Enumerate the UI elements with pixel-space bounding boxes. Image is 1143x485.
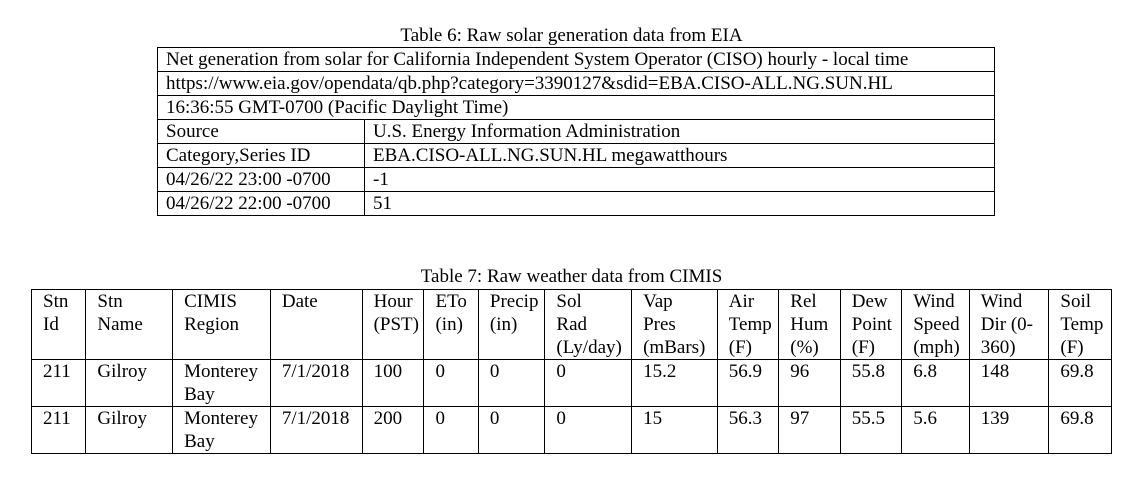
table-cell: Category,Series ID	[158, 144, 365, 168]
table-cell: 56.9	[717, 360, 778, 407]
cell-line: (F)	[851, 337, 875, 358]
table-cell: 15	[632, 407, 718, 454]
cell-line: Dew	[851, 291, 888, 312]
cell-line: Id	[43, 314, 59, 335]
cell-line: Monterey	[184, 361, 258, 382]
column-header	[969, 290, 1049, 360]
cell-line: Temp	[1060, 314, 1104, 335]
cell-line: Vap	[643, 291, 673, 312]
column-header	[632, 290, 718, 360]
table-row	[158, 192, 995, 216]
column-header	[173, 290, 271, 360]
table-cell: 96	[779, 360, 840, 407]
table-row	[158, 168, 995, 192]
cell-line: Hour	[373, 291, 413, 312]
table-row	[32, 360, 1112, 407]
cell-line: Rel	[790, 291, 817, 312]
cell-line: Date	[281, 291, 318, 312]
table-6-caption: Table 6: Raw solar generation data from EIA	[400, 25, 743, 46]
table-cell: 0	[545, 407, 632, 454]
column-header	[902, 290, 970, 360]
cell-line: Stn	[97, 291, 123, 312]
solar-generation-table	[157, 47, 995, 216]
cell-line: (in)	[489, 314, 518, 335]
cell-line: Hum	[790, 314, 829, 335]
cell-line: Stn	[43, 291, 69, 312]
cell-line: Air	[728, 291, 755, 312]
table-cell: U.S. Energy Information Administration	[365, 120, 995, 144]
cell-line: (Ly/day)	[556, 337, 622, 358]
table-cell: 211	[32, 360, 86, 407]
table-cell: Net generation from solar for California Independent System Operator (CISO) hourly - local time	[158, 48, 995, 72]
table-cell: 04/26/22 22:00 -0700	[158, 192, 365, 216]
table-cell: 0	[424, 360, 478, 407]
table-row	[158, 144, 995, 168]
cell-line: Name	[97, 314, 143, 335]
table-cell: 139	[969, 407, 1049, 454]
table-cell	[173, 360, 271, 407]
header-row	[32, 290, 1112, 360]
table-row	[32, 407, 1112, 454]
table-cell: 51	[365, 192, 995, 216]
cell-line: Region	[184, 314, 239, 335]
table-cell: 16:36:55 GMT-0700 (Pacific Daylight Time)	[158, 96, 995, 120]
table-cell: Source	[158, 120, 365, 144]
column-header	[362, 290, 424, 360]
table-cell: 69.8	[1049, 407, 1112, 454]
table-cell: 0	[424, 407, 478, 454]
cell-line: (PST)	[373, 314, 419, 335]
table-cell: 200	[362, 407, 424, 454]
table-cell: Gilroy	[86, 360, 173, 407]
cell-line: Dir (0-	[980, 314, 1033, 335]
cell-line: Temp	[728, 314, 772, 335]
table-cell: 15.2	[632, 360, 718, 407]
column-header	[840, 290, 901, 360]
column-header	[779, 290, 840, 360]
table-cell: 0	[478, 407, 545, 454]
column-header	[270, 290, 362, 360]
table-7-caption: Table 7: Raw weather data from CIMIS	[420, 266, 723, 287]
table-cell: 7/1/2018	[270, 360, 362, 407]
cell-line: ETo	[435, 291, 467, 312]
cell-line: Bay	[184, 384, 215, 405]
table-cell: 97	[779, 407, 840, 454]
cell-line: (%)	[790, 337, 819, 358]
table-cell: 148	[969, 360, 1049, 407]
column-header	[32, 290, 86, 360]
cell-line: Wind	[913, 291, 955, 312]
table-row	[158, 120, 995, 144]
cell-line: 360)	[980, 337, 1016, 358]
table-cell: 0	[478, 360, 545, 407]
cell-line: (F)	[1060, 337, 1084, 358]
cell-line: Precip	[489, 291, 539, 312]
table-cell: 7/1/2018	[270, 407, 362, 454]
column-header	[545, 290, 632, 360]
table-cell: 55.8	[840, 360, 901, 407]
cell-line: Sol	[556, 291, 582, 312]
cell-line: (in)	[435, 314, 463, 335]
column-header	[478, 290, 545, 360]
column-header	[424, 290, 478, 360]
table-cell: 100	[362, 360, 424, 407]
column-header	[717, 290, 778, 360]
table-cell: -1	[365, 168, 995, 192]
weather-data-table	[31, 289, 1112, 454]
table-cell: 6.8	[902, 360, 970, 407]
cell-line: Bay	[184, 431, 215, 452]
column-header	[86, 290, 173, 360]
table-cell: https://www.eia.gov/opendata/qb.php?category=3390127&sdid=EBA.CISO-ALL.NG.SUN.HL	[158, 72, 995, 96]
table-cell: 5.6	[902, 407, 970, 454]
cell-line: CIMIS	[184, 291, 237, 312]
cell-line: Point	[851, 314, 892, 335]
cell-line: (mBars)	[643, 337, 706, 358]
table-cell: 211	[32, 407, 86, 454]
cell-line: Soil	[1060, 291, 1092, 312]
cell-line: Wind	[980, 291, 1023, 312]
cell-line: Rad	[556, 314, 588, 335]
cell-line: (F)	[728, 337, 753, 358]
cell-line: Monterey	[184, 408, 258, 429]
table-cell: 69.8	[1049, 360, 1112, 407]
table-cell: 56.3	[717, 407, 778, 454]
table-cell: Gilroy	[86, 407, 173, 454]
cell-line: Pres	[643, 314, 676, 335]
table-cell: 0	[545, 360, 632, 407]
column-header	[1049, 290, 1112, 360]
table-cell	[173, 407, 271, 454]
cell-line: (mph)	[913, 337, 960, 358]
table-cell: 55.5	[840, 407, 901, 454]
table-cell: EBA.CISO-ALL.NG.SUN.HL megawatthours	[365, 144, 995, 168]
cell-line: Speed	[913, 314, 960, 335]
table-cell: 04/26/22 23:00 -0700	[158, 168, 365, 192]
